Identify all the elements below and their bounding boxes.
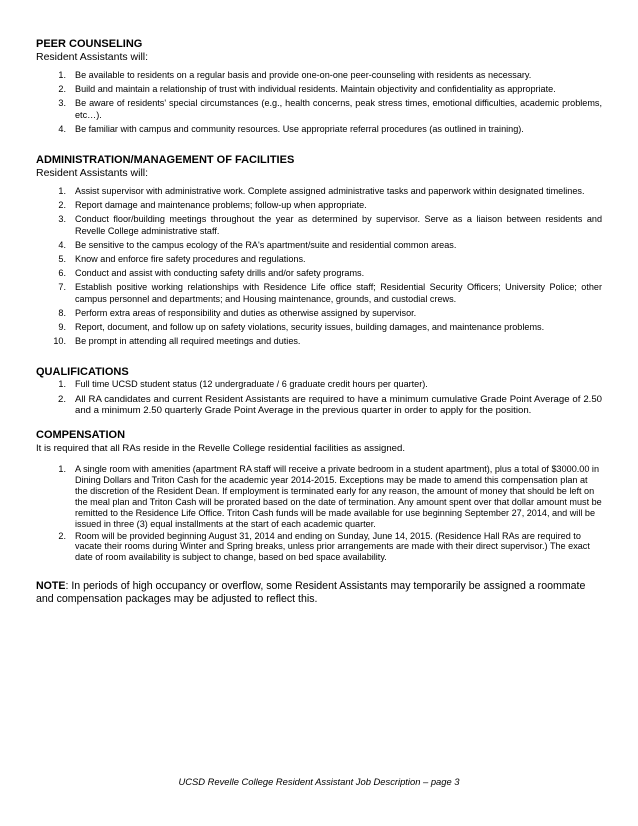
section-intro: Resident Assistants will: xyxy=(36,167,149,180)
list-item xyxy=(36,240,602,251)
list-item xyxy=(36,98,602,120)
item-text: Perform extra areas of responsibility and duties as otherwise assigned by supervisor. xyxy=(75,307,417,318)
item-number: 4. xyxy=(58,239,66,250)
list-item xyxy=(36,322,602,333)
qualifications-list xyxy=(36,379,602,416)
list-item xyxy=(36,531,602,564)
list-item xyxy=(36,214,602,236)
item-text: Room will be provided beginning August 31, 2014 and ending on Sunday, June 14, 2015. (Residence Hall RAs are required to vacate their rooms during Winter and Spring breaks, unless prior arrangements are made with their direct supervisor.) The exact date of room availability is subject to change, based on bed space availability. xyxy=(75,530,590,563)
compensation-section xyxy=(36,429,602,563)
document-page xyxy=(36,38,602,606)
list-item xyxy=(36,336,602,347)
item-text: All RA candidates and current Resident Assistants are required to have a minimum cumulative Grade Point Average of 2.50 and a minimum 2.50 quarterly Grade Point Average in the previous quarter in order to apply for the position. xyxy=(75,393,602,416)
note-text: : In periods of high occupancy or overflow, some Resident Assistants may temporarily be assigned a roommate and compensation packages may be adjusted to reflect this. xyxy=(36,580,586,606)
qualifications-section xyxy=(36,366,602,416)
list-item xyxy=(36,268,602,279)
section-title: PEER COUNSELING xyxy=(36,38,143,50)
list-item xyxy=(36,124,602,135)
item-number: 3. xyxy=(58,98,66,109)
item-text: Conduct floor/building meetings throughout the year as determined by supervisor. Serve as a liaison between residents and Revelle College administrative staff. xyxy=(75,214,602,236)
section-title: ADMINISTRATION/MANAGEMENT OF FACILITIES xyxy=(36,154,295,167)
item-text: Be prompt in attending all required meetings and duties. xyxy=(75,336,301,347)
item-number: 10. xyxy=(53,336,66,347)
list-item xyxy=(36,186,602,197)
item-text: Report, document, and follow up on safety violations, security issues, building damages, and maintenance problems. xyxy=(75,322,545,333)
compensation-list xyxy=(36,464,602,563)
item-number: 9. xyxy=(58,322,66,333)
list-item xyxy=(36,282,602,304)
item-text: Be familiar with campus and community resources. Use appropriate referral procedures (as outlined in training). xyxy=(75,123,524,134)
peer-counseling-list xyxy=(36,70,602,135)
item-text: Report damage and maintenance problems; follow-up when appropriate. xyxy=(75,200,367,211)
item-number: 7. xyxy=(58,282,66,293)
item-text: Establish positive working relationships with Residence Life office staff; Residential Security Officers; University Police; other campus personnel and departments; and Housing maintenance, grounds, and custodial crews. xyxy=(75,282,602,304)
list-item xyxy=(36,394,602,416)
section-intro: Resident Assistants will: xyxy=(36,51,149,63)
section-title: QUALIFICATIONS xyxy=(36,366,129,379)
item-number: 2. xyxy=(57,393,66,405)
item-number: 2. xyxy=(58,530,66,541)
administration-section xyxy=(36,154,602,347)
section-title: COMPENSATION xyxy=(36,429,126,442)
item-text: Build and maintain a relationship of trust with individual residents. Maintain objectivity and confidentiality as appropriate. xyxy=(75,84,556,95)
list-item xyxy=(36,84,602,95)
item-text: A single room with amenities (apartment RA staff will receive a private bedroom in a student apartment), plus a total of $3000.00 in Dining Dollars and Triton Cash for the academic year 2014-2015. Exceptions may be made to amend this compensation plan at the discretion of the Resident Dean. If employment is terminated early for any reason, the amount of money that should be left on the meal plan and Triton Cash will be prorated based on the date of termination. Any amount spent over that dollar amount must be remitted to the Residence Life Office. Triton Cash funds will be made available for use beginning September 27, 2014, and will be issued in three (3) equal installments at the start of each academic quarter. xyxy=(75,464,602,529)
list-item xyxy=(36,464,602,529)
item-text: Full time UCSD student status (12 undergraduate / 6 graduate credit hours per quarter). xyxy=(75,379,428,390)
list-item xyxy=(36,70,602,81)
administration-list xyxy=(36,186,602,347)
peer-counseling-section xyxy=(36,38,602,135)
item-number: 5. xyxy=(58,254,66,265)
section-intro: It is required that all RAs reside in the Revelle College residential facilities as assigned. xyxy=(36,443,406,455)
item-text: Be sensitive to the campus ecology of the RA's apartment/suite and residential common areas. xyxy=(75,239,457,250)
item-number: 6. xyxy=(58,268,66,279)
item-text: Assist supervisor with administrative work. Complete assigned administrative tasks and paperwork within designated timelines. xyxy=(75,186,585,197)
item-number: 1. xyxy=(58,379,66,390)
item-number: 2. xyxy=(58,84,66,95)
item-number: 1. xyxy=(58,186,66,197)
item-text: Be aware of residents' special circumstances (e.g., health concerns, peak stress times, emotional difficulties, academic problems, etc…). xyxy=(75,98,602,120)
item-text: Conduct and assist with conducting safety drills and/or safety programs. xyxy=(75,268,365,279)
note-label: NOTE xyxy=(36,580,66,593)
item-number: 1. xyxy=(58,70,66,80)
item-number: 8. xyxy=(58,307,66,318)
note-paragraph xyxy=(36,580,602,606)
list-item xyxy=(36,379,602,390)
item-text: Know and enforce fire safety procedures and regulations. xyxy=(75,254,306,265)
item-number: 1. xyxy=(58,464,66,475)
page-footer: UCSD Revelle College Resident Assistant Job Description – page 3 xyxy=(178,776,460,787)
item-number: 3. xyxy=(58,214,66,225)
list-item xyxy=(36,254,602,265)
list-item xyxy=(36,308,602,319)
item-text: Be available to residents on a regular basis and provide one-on-one peer-counseling with residents as necessary. xyxy=(75,70,532,80)
list-item xyxy=(36,200,602,211)
item-number: 4. xyxy=(58,123,66,134)
item-number: 2. xyxy=(58,200,66,211)
